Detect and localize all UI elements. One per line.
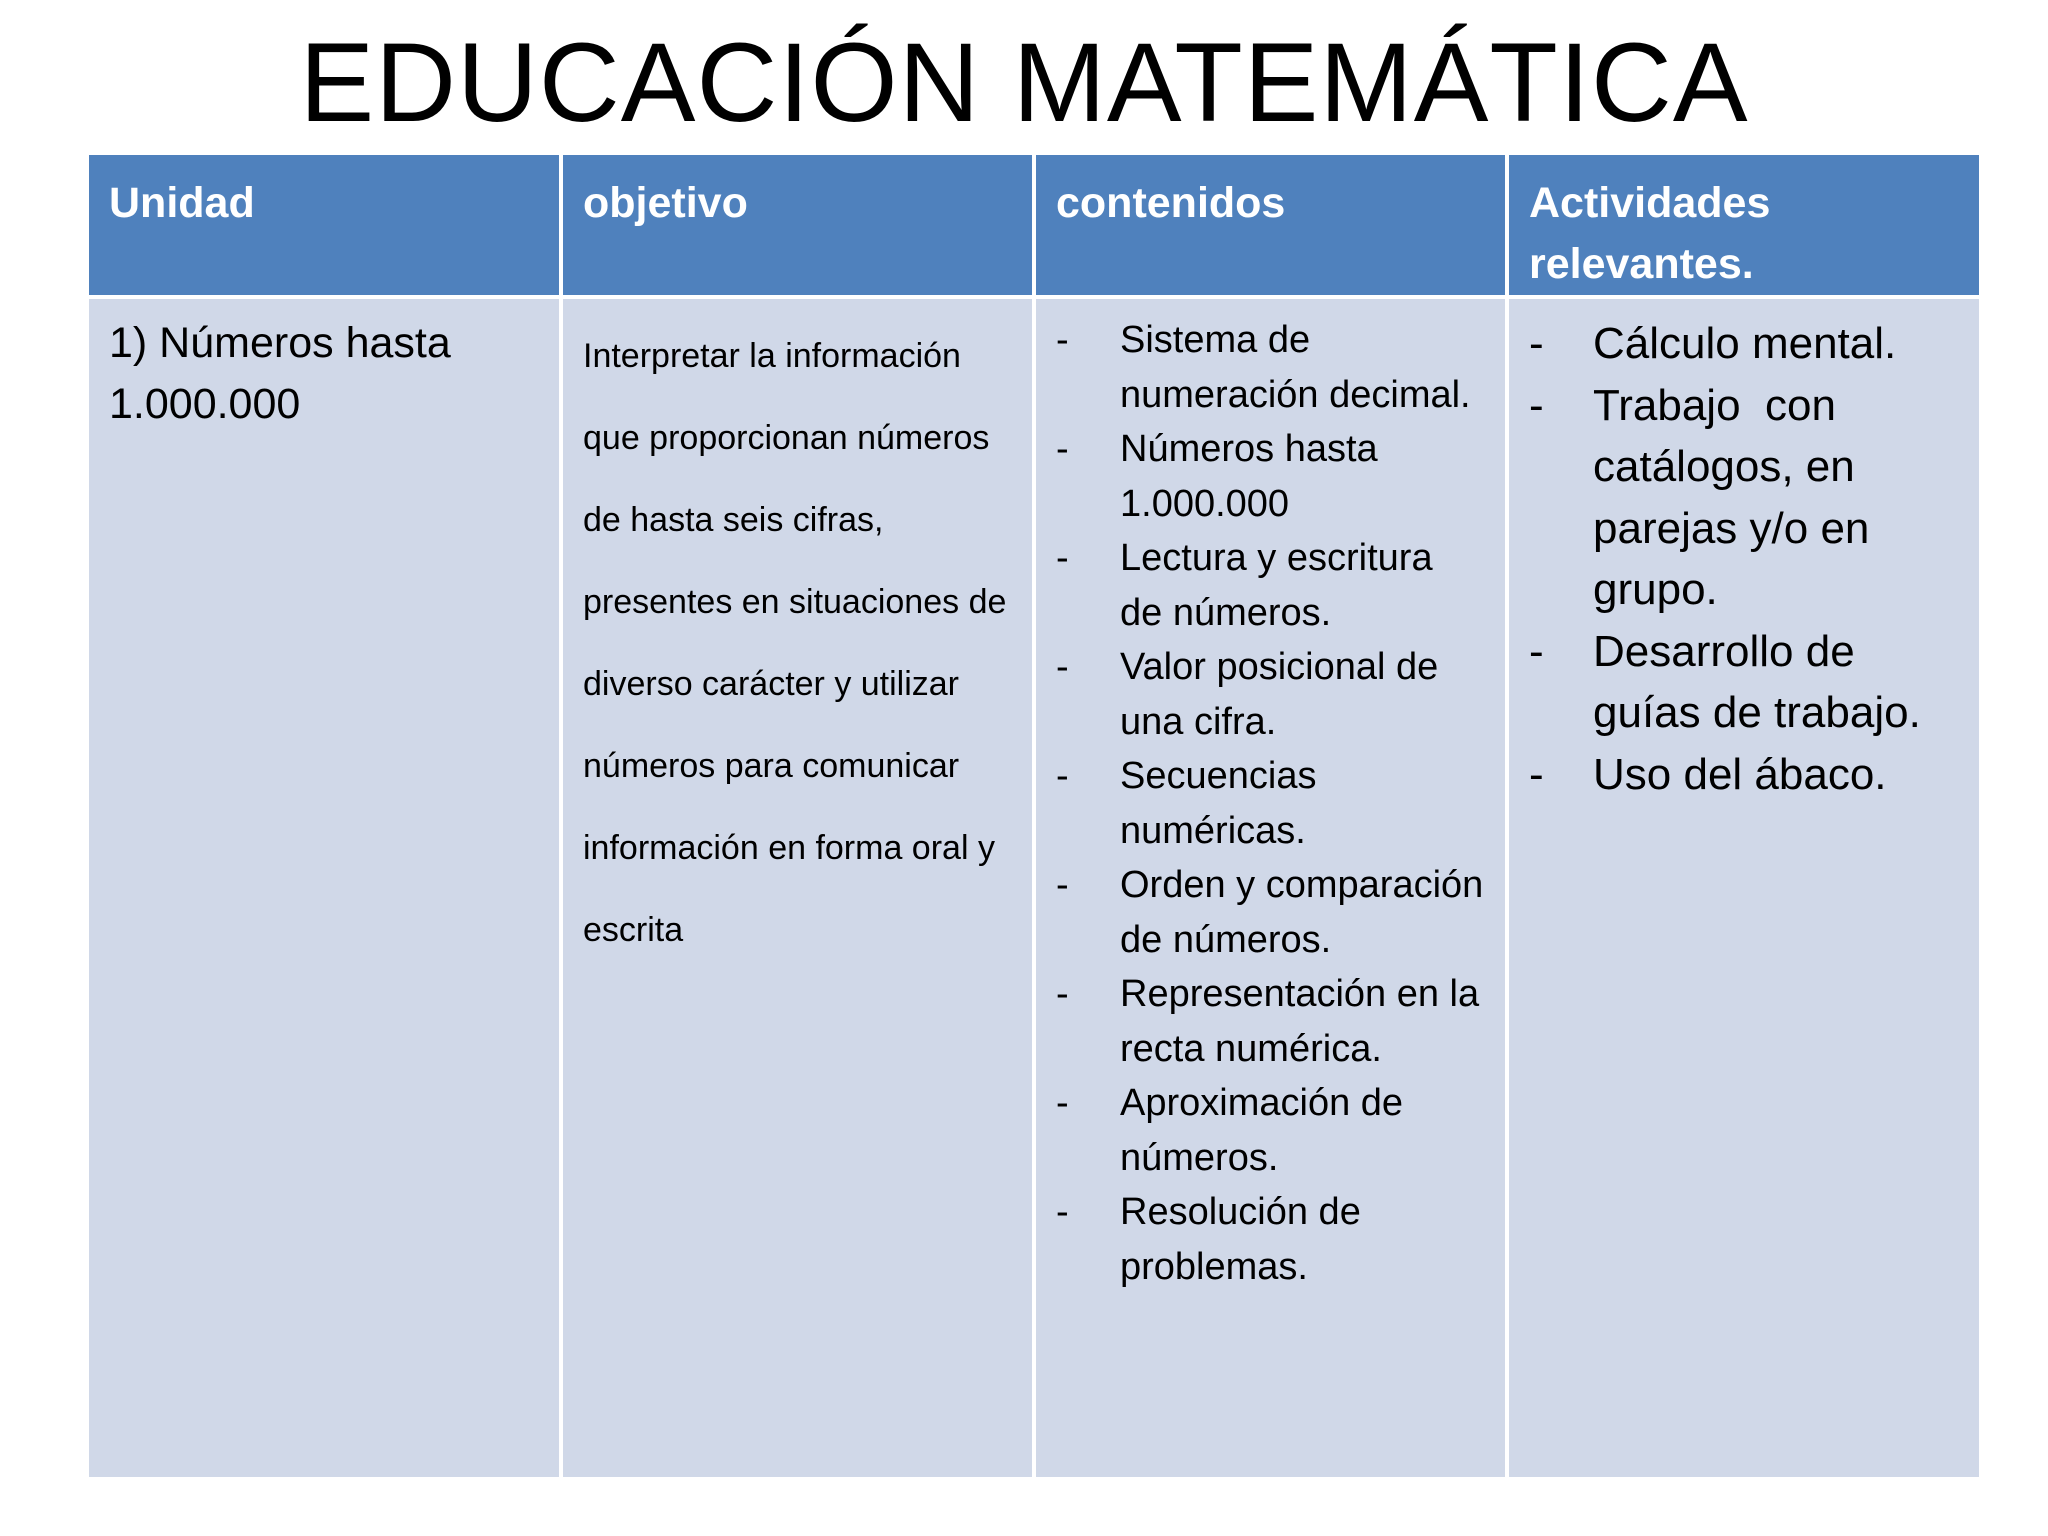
dash-bullet: - [1529,749,1544,799]
header-objetivo: objetivo [563,155,1032,295]
dash-bullet: - [1056,864,1069,906]
curriculum-table [89,155,1979,1477]
contents-item [1056,531,1485,640]
dash-bullet: - [1529,380,1544,430]
dash-bullet: - [1056,537,1069,579]
unit-cell [89,299,559,1477]
contents-item-text: Números hasta 1.000.000 [1120,428,1378,525]
contents-item-text: Representación en la recta numérica. [1120,973,1480,1070]
contents-item-text: Secuencias numéricas. [1120,755,1317,852]
contents-item-text: Valor posicional de una cifra. [1120,646,1439,743]
activities-item-text: Desarrollo de guías de trabajo. [1593,626,1921,737]
contents-item-text: Aproximación de números. [1120,1082,1404,1179]
activities-item [1529,375,1959,621]
dash-bullet: - [1056,428,1069,470]
unit-text: 1) Números hasta 1.000.000 [109,319,451,428]
contents-item-text: Sistema de numeración decimal. [1120,319,1471,416]
contents-item [1056,1185,1485,1294]
contents-item [1056,858,1485,967]
dash-bullet: - [1529,319,1544,368]
header-unidad: Unidad [89,155,559,295]
contents-item-text: Orden y comparación de números. [1120,864,1484,961]
contents-item [1056,422,1485,531]
activities-item [1529,313,1959,375]
contents-list [1056,313,1485,1294]
contents-item [1056,967,1485,1076]
activities-list [1529,313,1959,805]
contents-item [1056,640,1485,749]
header-actividades: Actividades relevantes. [1509,155,1979,295]
activities-cell [1509,299,1979,1477]
contents-item [1056,313,1485,422]
objective-text: Interpretar la información que proporcionan números de hasta seis cifras, presentes en situaciones de diverso carácter y utilizar números para comunicar información en forma oral y escrita [583,337,1007,949]
contents-cell [1036,299,1505,1477]
dash-bullet: - [1056,1191,1069,1233]
dash-bullet: - [1056,1082,1069,1124]
dash-bullet: - [1056,755,1069,797]
dash-bullet: - [1056,319,1069,361]
slide-title: EDUCACIÓN MATEMÁTICA [299,20,1749,145]
activities-item [1529,621,1959,744]
dash-bullet: - [1056,646,1069,688]
activities-item-text: Trabajo con catálogos, en parejas y/o en grupo. [1593,380,1882,614]
dash-bullet: - [1529,626,1544,676]
activities-item [1529,744,1959,806]
objective-cell [563,299,1032,1477]
activities-item-text: Uso del ábaco. [1593,749,1887,799]
contents-item-text: Resolución de problemas. [1120,1191,1361,1288]
dash-bullet: - [1056,973,1069,1015]
contents-item-text: Lectura y escritura de números. [1120,537,1433,634]
header-contenidos: contenidos [1036,155,1505,295]
contents-item [1056,1076,1485,1185]
activities-item-text: Cálculo mental. [1593,319,1897,368]
contents-item [1056,749,1485,858]
